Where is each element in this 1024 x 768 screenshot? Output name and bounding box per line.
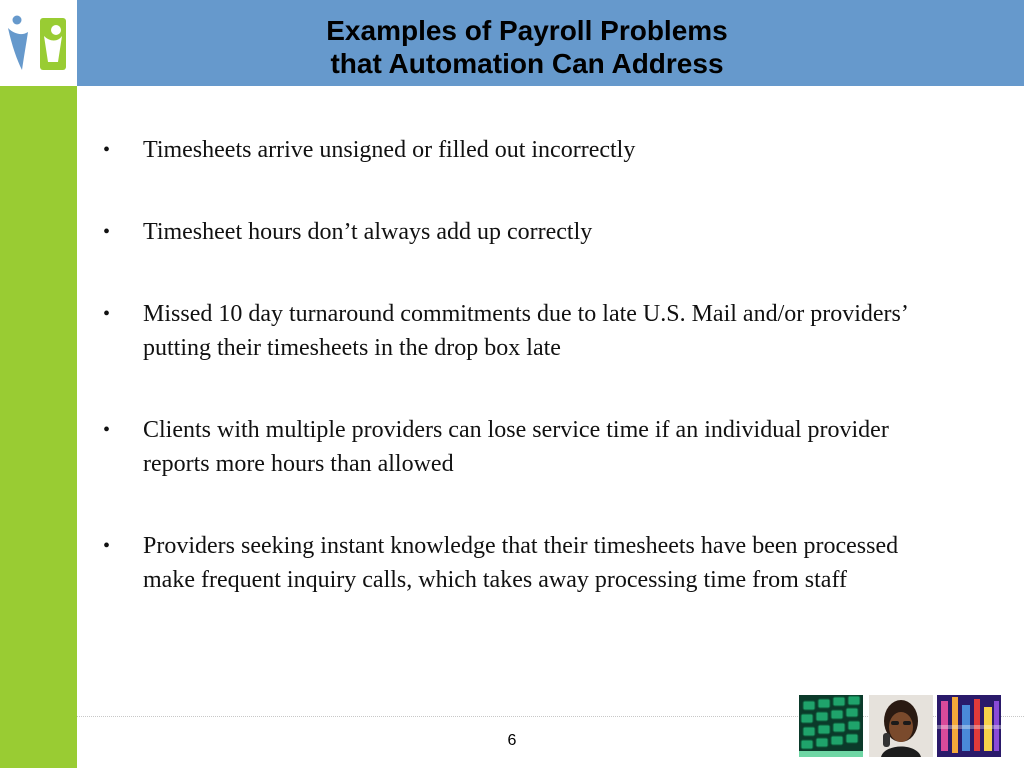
bullet-text: Providers seeking instant knowledge that their timesheets have been processed make frequent inquiry calls, which takes away processing time from staff xyxy=(143,533,899,593)
bullet-item xyxy=(103,413,943,481)
bullet-text: Missed 10 day turnaround commitments due to late U.S. Mail and/or providers’ putting their timesheets in the drop box late xyxy=(143,301,908,361)
bullet-item xyxy=(103,215,943,249)
bullet-item xyxy=(103,297,943,365)
logo-icon xyxy=(0,0,77,86)
sidebar-accent xyxy=(0,86,77,768)
bullet-icon: • xyxy=(103,535,111,557)
bullet-icon: • xyxy=(103,419,111,441)
calculator-keypad-photo xyxy=(799,695,863,757)
bullet-item xyxy=(103,133,943,167)
bullet-icon: • xyxy=(103,221,111,243)
title-line-1: Examples of Payroll Problems xyxy=(326,15,728,46)
bullet-text: Clients with multiple providers can lose service time if an individual provider reports more hours than allowed xyxy=(143,417,889,477)
woman-on-phone-photo xyxy=(869,695,933,757)
slide-title xyxy=(77,14,977,80)
bullet-icon: • xyxy=(103,139,111,161)
title-line-2: that Automation Can Address xyxy=(330,48,724,79)
colorful-abstract-photo xyxy=(937,695,1001,757)
bullet-list xyxy=(103,133,943,645)
bullet-text: Timesheets arrive unsigned or filled out incorrectly xyxy=(143,137,636,163)
bullet-item xyxy=(103,529,943,597)
bullet-icon: • xyxy=(103,303,111,325)
page-number: 6 xyxy=(507,732,517,749)
logo xyxy=(0,0,77,86)
bullet-text: Timesheet hours don’t always add up correctly xyxy=(143,219,593,245)
